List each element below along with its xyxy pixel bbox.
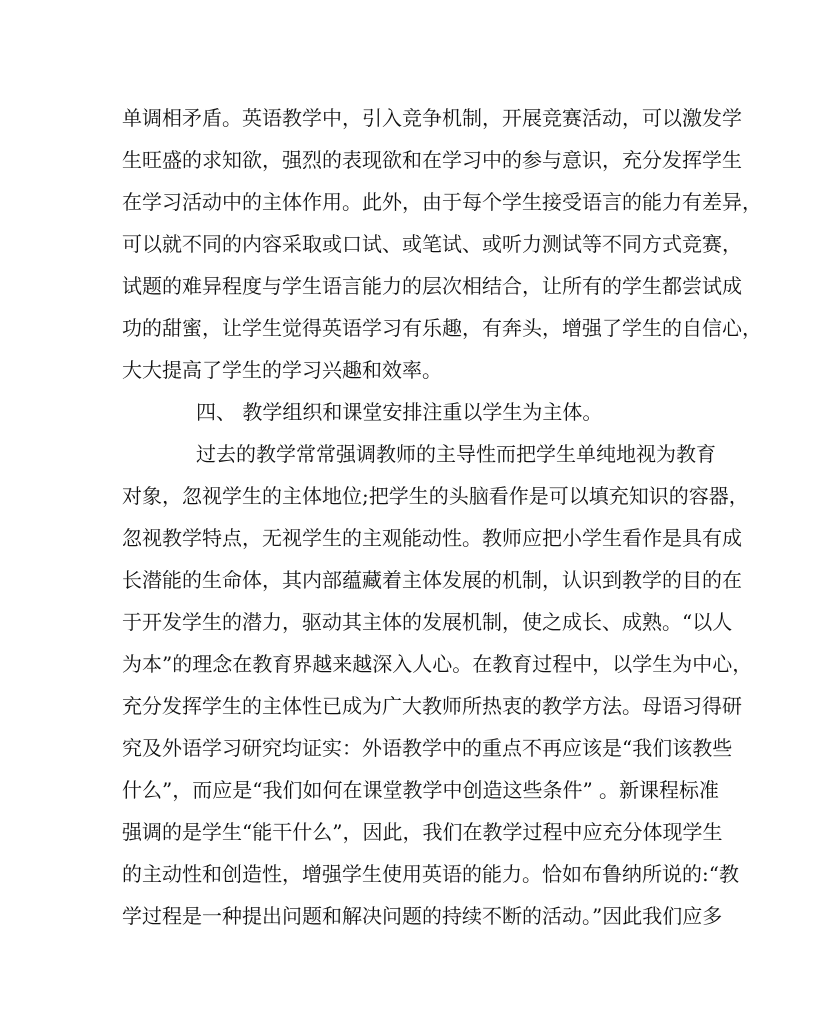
paragraph-line: 生旺盛的求知欲，强烈的表现欲和在学习中的参与意识，充分发挥学生 — [122, 148, 742, 172]
paragraph-line: 于开发学生的潜力，驱动其主体的发展机制，使之成长、成熟。“以人 — [122, 610, 733, 634]
paragraph-line: 为本”的理念在教育界越来越深入人心。在教育过程中，以学生为中心， — [122, 652, 753, 676]
paragraph-line: 试题的难异程度与学生语言能力的层次相结合，让所有的学生都尝试成 — [122, 274, 742, 298]
paragraph-line: 充分发挥学生的主体性已成为广大教师所热衷的教学方法。母语习得研 — [122, 694, 742, 718]
paragraph-line: 学过程是一种提出问题和解决问题的持续不断的活动。”因此我们应多 — [122, 904, 723, 928]
paragraph-line: 大大提高了学生的学习兴趣和效率。 — [122, 358, 442, 382]
paragraph-line: 究及外语学习研究均证实：外语教学中的重点不再应该是“我们该教些 — [122, 736, 733, 760]
paragraph-line: 可以就不同的内容采取或口试、或笔试、或听力测试等不同方式竞赛， — [122, 232, 742, 256]
paragraph-line: 对象，忽视学生的主体地位;把学生的头脑看作是可以填充知识的容器， — [122, 484, 749, 508]
paragraph-line: 功的甜蜜，让学生觉得英语学习有乐趣，有奔头，增强了学生的自信心， — [122, 316, 762, 340]
paragraph-line: 长潜能的生命体，其内部蕴藏着主体发展的机制，认识到教学的目的在 — [122, 568, 742, 592]
paragraph-line: 什么”，而应是“我们如何在课堂教学中创造这些条件” 。新课程标准 — [122, 778, 720, 802]
section-heading: 四、 教学组织和课堂安排注重以学生为主体。 — [196, 400, 603, 424]
paragraph-line: 在学习活动中的主体作用。此外，由于每个学生接受语言的能力有差异， — [122, 190, 762, 214]
paragraph-line: 过去的教学常常强调教师的主导性而把学生单纯地视为教育 — [196, 442, 716, 466]
paragraph-line: 的主动性和创造性，增强学生使用英语的能力。恰如布鲁纳所说的:“教 — [122, 862, 739, 886]
paragraph-line: 忽视教学特点，无视学生的主观能动性。教师应把小学生看作是具有成 — [122, 526, 742, 550]
paragraph-line: 单调相矛盾。英语教学中，引入竞争机制，开展竞赛活动，可以激发学 — [122, 106, 742, 130]
paragraph-line: 强调的是学生“能干什么”，因此，我们在教学过程中应充分体现学生 — [122, 820, 723, 844]
